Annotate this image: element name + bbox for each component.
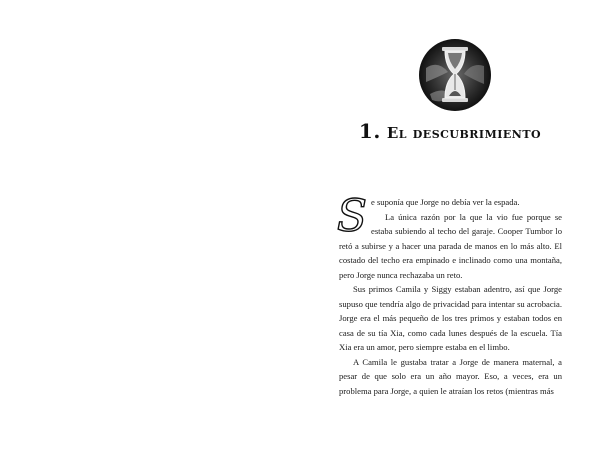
chapter-title: El descubrimiento [386, 124, 542, 142]
chapter-body [339, 195, 562, 398]
chapter-number: 1. [358, 119, 381, 143]
paragraph [337, 193, 562, 237]
svg-text:S: S [337, 193, 367, 237]
chapter-heading [300, 119, 600, 143]
hourglass-icon [418, 38, 492, 112]
dropcap [337, 193, 367, 237]
paragraph: Sus primos Camila y Siggy estaban adentro, así que Jorge supuso que tendría algo de privacidad para intentar su acrobacia. Jorge era el más pequeño de los tres primos y estaban todos en casa de su tía Xia, como cada lunes después de la escuela. Tía Xia era un amor, pero siempre estaba en el limbo. [339, 284, 562, 352]
paragraph-text: e suponía que Jorge no debía ver la espada. [371, 197, 520, 207]
paragraph: A Camila le gustaba tratar a Jorge de manera maternal, a pesar de que solo era un año mayor. Eso, a veces, era un problema para Jorge, a quien le atraían los retos (mientras más [339, 356, 562, 396]
paragraph: La única razón por la que la vio fue porque se estaba subiendo al techo del garaje. Cooper Tumbor lo retó a subirse y a hacer una parada de manos en lo más alto. El costado del techo era empinado e inclinado como una montaña, pero Jorge nunca rechazaba un reto. [339, 211, 562, 280]
